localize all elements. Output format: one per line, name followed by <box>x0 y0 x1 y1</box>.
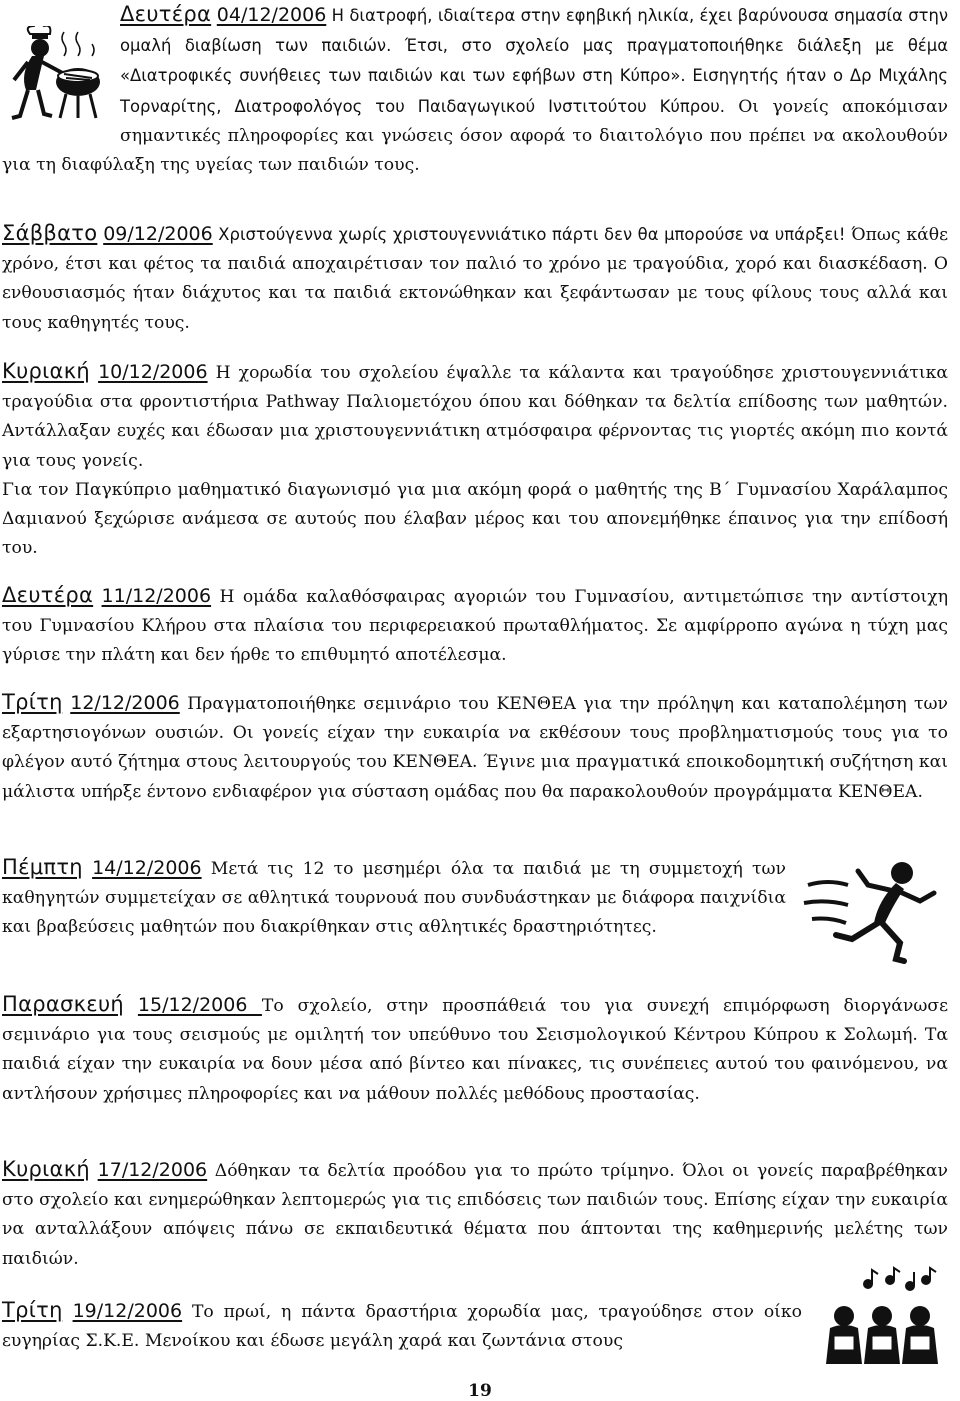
entry-day: Κυριακή <box>2 1157 90 1181</box>
barbecue-cook-clipart <box>2 26 112 122</box>
entry-day: Τρίτη <box>2 1298 63 1322</box>
entry-date: 09/12/2006 <box>103 223 213 245</box>
entry-date: 14/12/2006 <box>92 857 202 879</box>
entry-day: Δευτέρα <box>120 2 212 26</box>
entry-date: 19/12/2006 <box>72 1300 183 1322</box>
entry-text: Μετά τις 12 το μεσημέρι όλα τα παιδιά με τη συμμετοχή των καθηγητών συμμετείχαν σε αθλητικά τουρνουά που συνδυάστηκαν με διάφορα παιχνίδια και βραβεύσεις μαθητών που διακρίθηκαν στις αθλητικές δραστηριότητες. <box>2 859 786 938</box>
entry-text-cont: Για τον Παγκύπριο μαθηματικό διαγωνισμό για μια ακόμη φορά ο μαθητής της Β΄ Γυμνασίου Χαράλαμπος Δαμιανού ξεχώρισε ανάμεσα σε αυτούς που έλαβαν μέρος και του απονεμήθηκε έπαινος για την επίδοσή του. <box>2 479 948 559</box>
entry-date: 15/12/2006 <box>137 994 262 1016</box>
entry-date: 12/12/2006 <box>70 692 180 714</box>
entry-paragraph <box>2 219 948 338</box>
entry-saturday-09 <box>2 219 948 338</box>
entry-sunday-10 <box>2 357 948 563</box>
entry-text: Η διατροφή, ιδιαίτερα στην εφηβική ηλικία, έχει βαρύνουσα σημασία στην ομαλή διαβίωση των παιδιών. Έτσι, στο σχολείο μας πραγματοποιήθηκε διάλεξη με θέμα «Διατροφικές συνήθειες των παιδιών και των εφήβων στη Κύπρο». Εισηγητής ήταν ο Δρ Μιχάλης Τορναρίτης, Διατροφολόγος του Παιδαγωγικού Ινστιτούτου Κύπρου. <box>120 6 948 116</box>
entry-text: Η ομάδα καλαθόσφαιρας αγοριών του Γυμνασίου, αντιμετώπισε την αντίστοιχη του Γυμνασίου Κλήρου στα πλαίσια του περιφερειακού πρωταθλήματος. Σε αμφίρροπο αγώνα η τύχη μας γύρισε την πλάτη και δεν ήρθε το επιθυμητό αποτέλεσμα. <box>2 587 949 666</box>
entry-date: 10/12/2006 <box>98 361 208 383</box>
entry-paragraph <box>2 357 948 476</box>
entry-date: 17/12/2006 <box>97 1159 208 1181</box>
entry-tuesday-19 <box>2 1296 948 1356</box>
entry-paragraph <box>2 0 948 180</box>
entry-text-cont: Οι γονείς αποκόμισαν σημαντικές πληροφορίες και γνώσεις όσον αφορά το διαιτολόγιο που πρέπει να ακολουθούν για τη διαφύλαξη της υγείας των παιδιών τους. <box>2 96 948 176</box>
entry-text: Το πρωί, η πάντα δραστήρια χορωδία μας, τραγούδησε στον οίκο ευγηρίας Σ.Κ.Ε. Μενοίκου και έδωσε μεγάλη χαρά και ζωντάνια στους <box>2 1302 803 1352</box>
entry-monday-04 <box>2 0 948 180</box>
entry-paragraph-2 <box>2 476 948 564</box>
entry-sunday-17 <box>2 1155 948 1274</box>
entry-date: 04/12/2006 <box>216 4 327 26</box>
entry-text: Πραγματοποιήθηκε σεμινάριο του ΚΕΝΘΕΑ για την πρόληψη και καταπολέμηση των εξαρτησιογόνων ουσιών. Οι γονείς είχαν την ευκαιρία να εκθέσουν τους προβληματισμούς τους για το φλέγον αυτό ζήτημα στους λειτουργούς του ΚΕΝΘΕΑ. Έγινε μια πραγματικά εποικοδομητική συζήτηση και μάλιστα υπήρξε έντονο ενδιαφέρον για σύσταση ομάδας που θα παρακολουθούν προγράμματα ΚΕΝΘΕΑ. <box>2 694 948 802</box>
entry-tuesday-12 <box>2 688 948 807</box>
entry-text-cont: Όπως κάθε χρόνο, έτσι και φέτος τα παιδιά αποχαιρέτισαν τον παλιό το χρόνο με τραγούδια, χορό και διασκέδαση. Ο ενθουσιασμός ήταν διάχυτος και τα παιδιά εκτονώθηκαν και ξεφάντωσαν με τους φίλους τους αλλά και τους καθηγητές τους. <box>2 225 949 333</box>
entry-paragraph <box>2 990 948 1109</box>
entry-day: Παρασκευή <box>2 992 125 1016</box>
singing-choir-clipart <box>810 1266 948 1346</box>
entry-text: Το σχολείο, στην προσπάθειά του για συνεχή επιμόρφωση διοργάνωσε σεμινάριο για τους σεισμούς με ομιλητή τον υπεύθυνο του Σεισμολογικού Κέντρου Κύπρου κ Σολωμή. Τα παιδιά είχαν την ευκαιρία να δουν μέσα από βίντεο και πίνακες, τις συνέπειες αυτού του φαινόμενου, να αντλήσουν χρήσιμες πληροφορίες και να μάθουν πολλές μεθόδους προστασίας. <box>2 996 948 1104</box>
entry-paragraph <box>2 581 948 671</box>
entry-text: Δόθηκαν τα δελτία προόδου για το πρώτο τρίμηνο. Όλοι οι γονείς παραβρέθηκαν στο σχολείο και ενημερώθηκαν λεπτομερώς για τις επιδόσεις των παιδιών τους. Επίσης είχαν την ευκαιρία να ανταλλάξουν απόψεις πάνω σε εκπαιδευτικά θέματα που άπτονται της καθημερινής μελέτης των παιδιών. <box>2 1161 948 1269</box>
entry-paragraph <box>2 1155 948 1274</box>
entry-monday-11 <box>2 581 948 671</box>
entry-thursday-14 <box>2 853 948 965</box>
entry-date: 11/12/2006 <box>101 585 212 607</box>
entry-day: Πέμπτη <box>2 855 83 879</box>
entry-day: Δευτέρα <box>2 583 94 607</box>
page-number: 19 <box>468 1381 492 1401</box>
entry-friday-15 <box>2 990 948 1109</box>
entry-day: Κυριακή <box>2 359 90 383</box>
running-man-clipart <box>798 855 948 965</box>
entry-day: Σάββατο <box>2 221 98 245</box>
entry-day: Τρίτη <box>2 690 63 714</box>
entry-text: Χριστούγεννα χωρίς χριστουγεννιάτικο πάρτι δεν θα μπορούσε να υπάρξει! <box>212 225 846 244</box>
entry-text: Η χορωδία του σχολείου έψαλλε τα κάλαντα και τραγούδησε χριστουγεννιάτικα τραγούδια στα φροντιστήρια Pathway Παλιομετόχου όπου και δόθηκαν τα δελτία επίδοσης των μαθητών. Αντάλλαξαν ευχές και έδωσαν μια χριστουγεννιάτικη ατμόσφαιρα φέρνοντας τις γιορτές ακόμη πιο κοντά για τους γονείς. <box>2 363 948 471</box>
entry-paragraph <box>2 1296 948 1356</box>
entry-paragraph <box>2 688 948 807</box>
